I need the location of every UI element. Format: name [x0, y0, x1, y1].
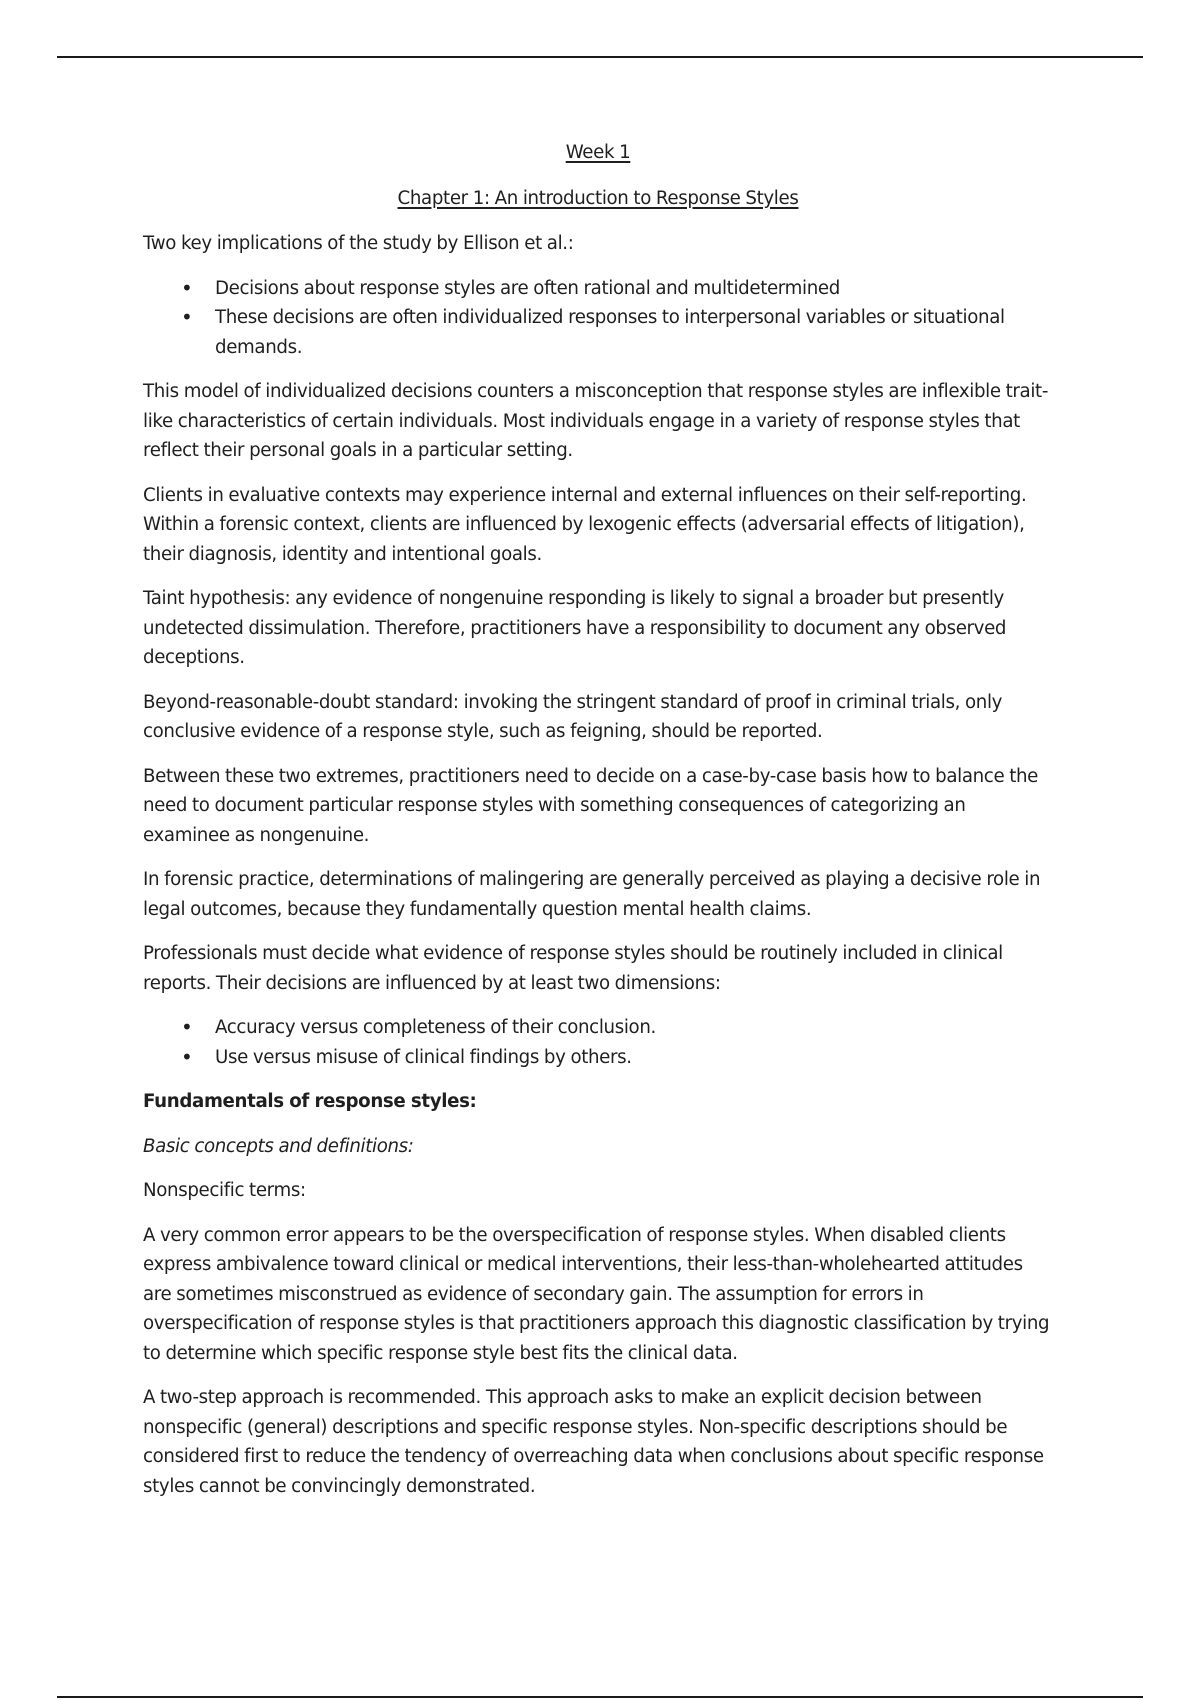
model-paragraph: This model of individualized decisions counters a misconception that response styles are inflexible trait-like characteristics of certain individuals. Most individuals engage in a variety of response styles that reflect their personal goals in a particular setting. — [143, 381, 1049, 461]
overspecification-paragraph: A very common error appears to be the overspecification of response styles. When disabled clients express ambivalence toward clinical or medical interventions, their less-than-wholehearted attitudes are sometimes misconstrued as evidence of secondary gain. The assumption for errors in overspecification of response styles is that practitioners approach this diagnostic classification by trying to determine which specific response style best fits the clinical data. — [143, 1224, 1050, 1364]
chapter-title: Chapter 1: An introduction to Response Styles — [397, 187, 799, 209]
taint-hypothesis-paragraph: Taint hypothesis: any evidence of nongenuine responding is likely to signal a broader but presently undetected dissimulation. Therefore, practitioners have a responsibility to document any observed deceptions. — [143, 588, 1007, 668]
intro-paragraph: Two key implications of the study by Ellison et al.: — [143, 233, 574, 254]
list-item: • These decisions are often individualized responses to interpersonal variables or situational demands. — [215, 303, 1053, 362]
beyond-reasonable-doubt-paragraph: Beyond-reasonable-doubt standard: invoking the stringent standard of proof in criminal trials, only conclusive evidence of a response style, such as feigning, should be reported. — [143, 691, 1003, 742]
footer-rule — [57, 1696, 1143, 1698]
professionals-paragraph: Professionals must decide what evidence of response styles should be routinely included in clinical reports. Their decisions are influenced by at least two dimensions: — [143, 943, 1003, 994]
document-body — [143, 138, 1053, 1516]
fundamentals-heading: Fundamentals of response styles: — [143, 1091, 477, 1112]
basic-concepts-heading: Basic concepts and definitions: — [143, 1135, 414, 1157]
nonspecific-terms-heading: Nonspecific terms: — [143, 1180, 306, 1201]
list-item: • Decisions about response styles are often rational and multidetermined — [215, 274, 1053, 304]
two-step-paragraph: A two-step approach is recommended. This approach asks to make an explicit decision between nonspecific (general) descriptions and specific response styles. Non-specific descriptions should be considered first to reduce the tendency of overreaching data when conclusions about specific response styles cannot be convincingly demonstrated. — [143, 1387, 1044, 1497]
week-title: Week 1 — [565, 142, 631, 163]
forensic-practice-paragraph: In forensic practice, determinations of malingering are generally perceived as playing a decisive role in legal outcomes, because they fundamentally question mental health claims. — [143, 869, 1041, 920]
implications-list — [143, 274, 1053, 363]
header-rule — [57, 56, 1143, 58]
between-extremes-paragraph: Between these two extremes, practitioners need to decide on a case-by-case basis how to balance the need to document particular response styles with something consequences of categorizing an examinee as nongenuine. — [143, 765, 1039, 846]
list-item: • Accuracy versus completeness of their conclusion. — [215, 1013, 1053, 1043]
list-item: • Use versus misuse of clinical findings by others. — [215, 1043, 1053, 1073]
dimensions-list — [143, 1013, 1053, 1072]
clients-paragraph: Clients in evaluative contexts may experience internal and external influences on their self-reporting. Within a forensic context, clients are influenced by lexogenic effects (adversarial effects of litigation), their diagnosis, identity and intentional goals. — [143, 484, 1027, 565]
